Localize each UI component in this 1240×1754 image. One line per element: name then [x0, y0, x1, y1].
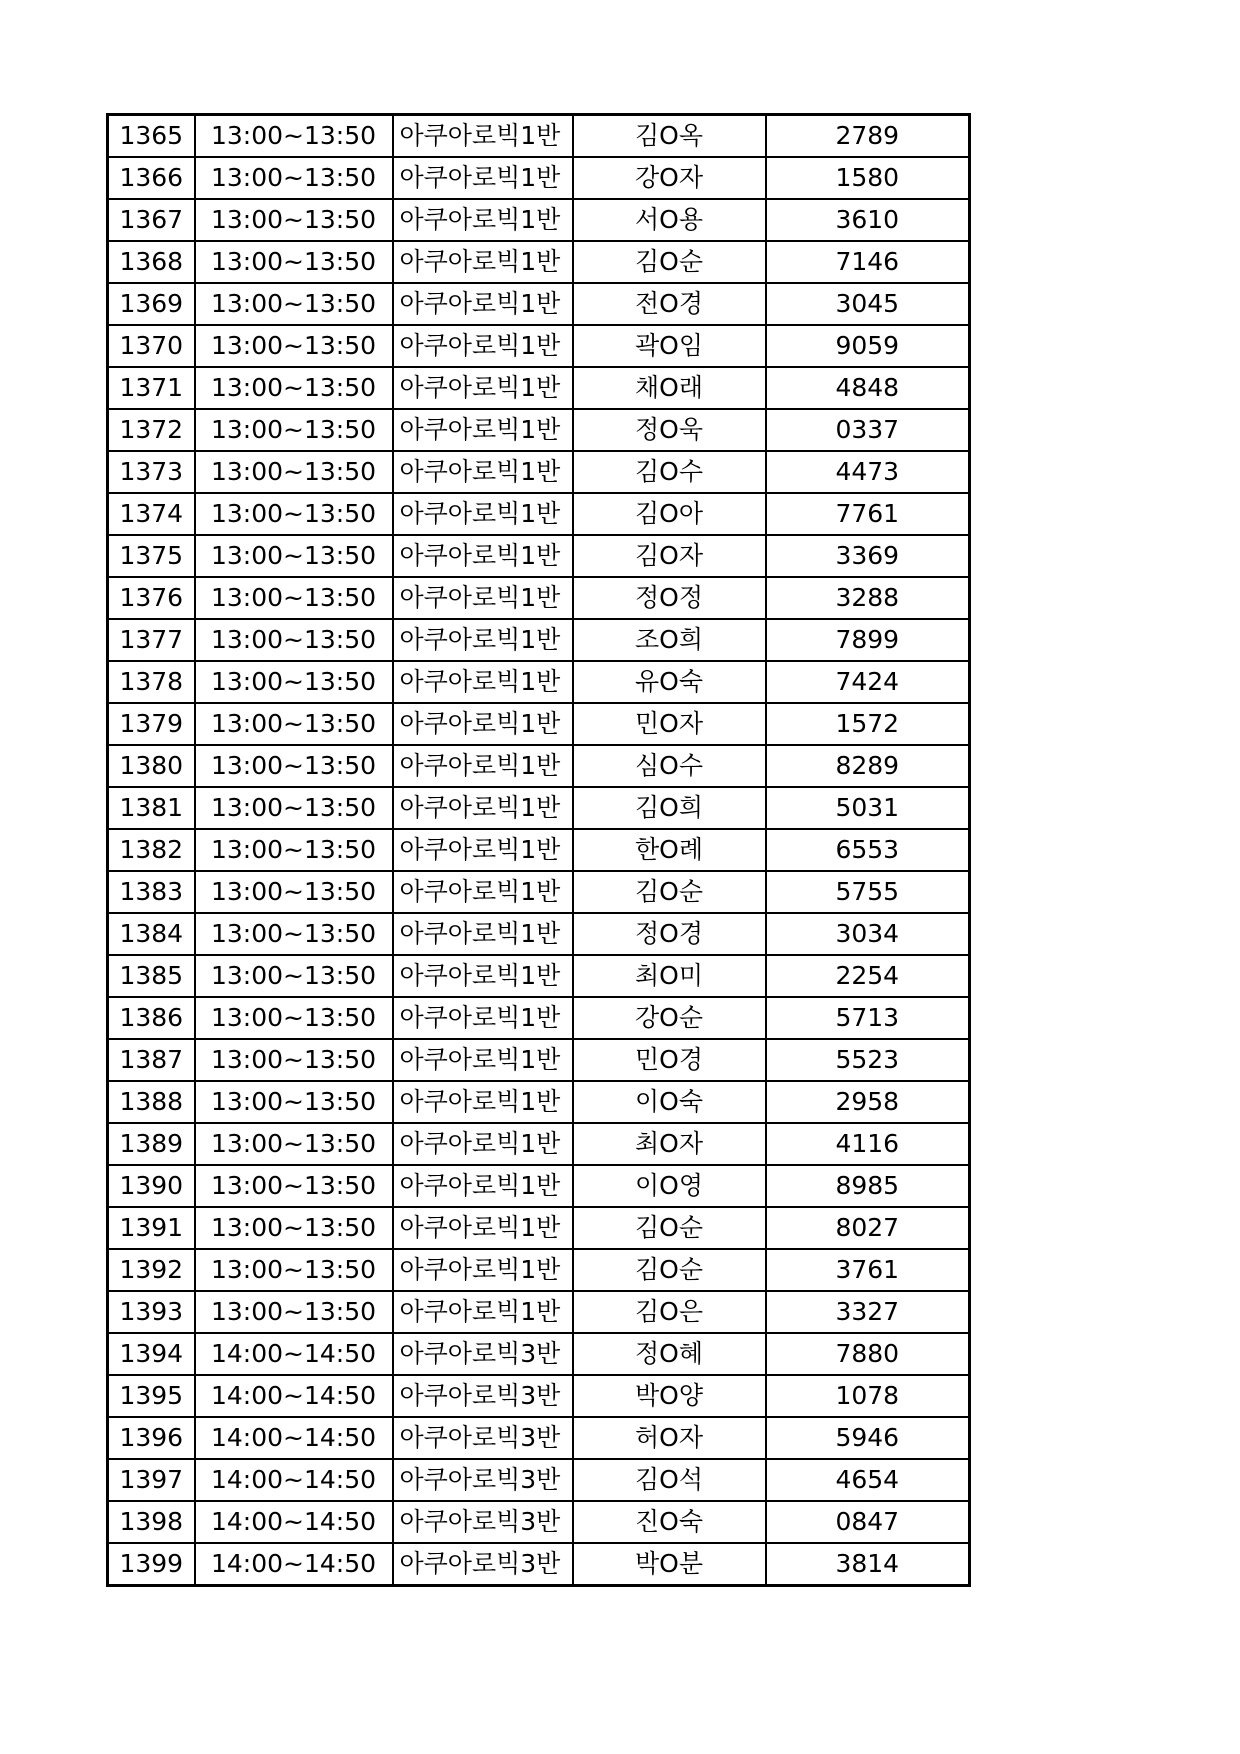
member-code-cell: 2958	[766, 1081, 970, 1123]
member-code-cell: 9059	[766, 325, 970, 367]
time-slot-cell: 13:00~13:50	[195, 1249, 393, 1291]
member-code-cell: 4473	[766, 451, 970, 493]
member-code-cell: 3288	[766, 577, 970, 619]
row-number-cell: 1397	[108, 1459, 195, 1501]
class-name-cell: 아쿠아로빅1반	[393, 241, 573, 283]
member-name-cell: 최O미	[573, 955, 766, 997]
time-slot-cell: 14:00~14:50	[195, 1501, 393, 1543]
member-name-cell: 정O정	[573, 577, 766, 619]
table-row	[108, 577, 970, 619]
time-slot-cell: 13:00~13:50	[195, 1165, 393, 1207]
time-slot-cell: 13:00~13:50	[195, 325, 393, 367]
table-row	[108, 1123, 970, 1165]
table-row	[108, 619, 970, 661]
row-number-cell: 1380	[108, 745, 195, 787]
class-name-cell: 아쿠아로빅1반	[393, 1039, 573, 1081]
row-number-cell: 1391	[108, 1207, 195, 1249]
time-slot-cell: 13:00~13:50	[195, 1123, 393, 1165]
member-code-cell: 4848	[766, 367, 970, 409]
member-name-cell: 김O순	[573, 241, 766, 283]
row-number-cell: 1387	[108, 1039, 195, 1081]
member-name-cell: 조O희	[573, 619, 766, 661]
table-row	[108, 367, 970, 409]
row-number-cell: 1372	[108, 409, 195, 451]
class-name-cell: 아쿠아로빅1반	[393, 661, 573, 703]
table-row	[108, 1333, 970, 1375]
class-name-cell: 아쿠아로빅1반	[393, 283, 573, 325]
class-name-cell: 아쿠아로빅3반	[393, 1375, 573, 1417]
class-name-cell: 아쿠아로빅1반	[393, 535, 573, 577]
member-code-cell: 3610	[766, 199, 970, 241]
table-row	[108, 409, 970, 451]
class-name-cell: 아쿠아로빅1반	[393, 1123, 573, 1165]
class-name-cell: 아쿠아로빅1반	[393, 619, 573, 661]
member-name-cell: 김O수	[573, 451, 766, 493]
row-number-cell: 1381	[108, 787, 195, 829]
member-code-cell: 0337	[766, 409, 970, 451]
class-name-cell: 아쿠아로빅1반	[393, 703, 573, 745]
time-slot-cell: 13:00~13:50	[195, 955, 393, 997]
row-number-cell: 1386	[108, 997, 195, 1039]
member-code-cell: 4654	[766, 1459, 970, 1501]
class-name-cell: 아쿠아로빅1반	[393, 1207, 573, 1249]
class-name-cell: 아쿠아로빅1반	[393, 493, 573, 535]
member-name-cell: 서O용	[573, 199, 766, 241]
time-slot-cell: 13:00~13:50	[195, 115, 393, 158]
row-number-cell: 1399	[108, 1543, 195, 1586]
row-number-cell: 1377	[108, 619, 195, 661]
table-row	[108, 241, 970, 283]
row-number-cell: 1366	[108, 157, 195, 199]
table-row	[108, 1459, 970, 1501]
time-slot-cell: 13:00~13:50	[195, 913, 393, 955]
class-name-cell: 아쿠아로빅1반	[393, 955, 573, 997]
member-name-cell: 강O자	[573, 157, 766, 199]
member-code-cell: 8027	[766, 1207, 970, 1249]
member-code-cell: 7424	[766, 661, 970, 703]
member-name-cell: 한O례	[573, 829, 766, 871]
member-code-cell: 1572	[766, 703, 970, 745]
row-number-cell: 1365	[108, 115, 195, 158]
member-name-cell: 김O자	[573, 535, 766, 577]
time-slot-cell: 13:00~13:50	[195, 535, 393, 577]
class-name-cell: 아쿠아로빅1반	[393, 829, 573, 871]
member-code-cell: 0847	[766, 1501, 970, 1543]
time-slot-cell: 13:00~13:50	[195, 1081, 393, 1123]
table-row	[108, 913, 970, 955]
table-row	[108, 115, 970, 158]
member-code-cell: 8985	[766, 1165, 970, 1207]
table-row	[108, 1375, 970, 1417]
time-slot-cell: 13:00~13:50	[195, 997, 393, 1039]
class-name-cell: 아쿠아로빅1반	[393, 1081, 573, 1123]
class-name-cell: 아쿠아로빅1반	[393, 577, 573, 619]
member-name-cell: 민O자	[573, 703, 766, 745]
class-name-cell: 아쿠아로빅1반	[393, 787, 573, 829]
time-slot-cell: 13:00~13:50	[195, 451, 393, 493]
member-code-cell: 1580	[766, 157, 970, 199]
row-number-cell: 1382	[108, 829, 195, 871]
table-row	[108, 493, 970, 535]
member-code-cell: 7899	[766, 619, 970, 661]
time-slot-cell: 13:00~13:50	[195, 493, 393, 535]
table-row	[108, 1249, 970, 1291]
member-name-cell: 김O은	[573, 1291, 766, 1333]
table-row	[108, 871, 970, 913]
time-slot-cell: 13:00~13:50	[195, 577, 393, 619]
row-number-cell: 1398	[108, 1501, 195, 1543]
member-name-cell: 심O수	[573, 745, 766, 787]
time-slot-cell: 13:00~13:50	[195, 619, 393, 661]
class-name-cell: 아쿠아로빅1반	[393, 745, 573, 787]
member-name-cell: 김O석	[573, 1459, 766, 1501]
table-row	[108, 1543, 970, 1586]
time-slot-cell: 13:00~13:50	[195, 157, 393, 199]
member-name-cell: 강O순	[573, 997, 766, 1039]
table-row	[108, 325, 970, 367]
member-name-cell: 정O혜	[573, 1333, 766, 1375]
class-name-cell: 아쿠아로빅3반	[393, 1333, 573, 1375]
table-row	[108, 1039, 970, 1081]
table-row	[108, 451, 970, 493]
time-slot-cell: 14:00~14:50	[195, 1543, 393, 1586]
member-name-cell: 정O경	[573, 913, 766, 955]
class-name-cell: 아쿠아로빅3반	[393, 1459, 573, 1501]
member-name-cell: 김O순	[573, 871, 766, 913]
row-number-cell: 1390	[108, 1165, 195, 1207]
time-slot-cell: 14:00~14:50	[195, 1375, 393, 1417]
table-row	[108, 1081, 970, 1123]
class-name-cell: 아쿠아로빅1반	[393, 325, 573, 367]
table-row	[108, 1417, 970, 1459]
member-code-cell: 4116	[766, 1123, 970, 1165]
member-code-cell: 5946	[766, 1417, 970, 1459]
time-slot-cell: 13:00~13:50	[195, 283, 393, 325]
member-name-cell: 진O숙	[573, 1501, 766, 1543]
table-row	[108, 829, 970, 871]
time-slot-cell: 13:00~13:50	[195, 241, 393, 283]
row-number-cell: 1370	[108, 325, 195, 367]
member-code-cell: 5713	[766, 997, 970, 1039]
member-code-cell: 3369	[766, 535, 970, 577]
member-code-cell: 3045	[766, 283, 970, 325]
class-name-cell: 아쿠아로빅1반	[393, 871, 573, 913]
row-number-cell: 1392	[108, 1249, 195, 1291]
member-code-cell: 7880	[766, 1333, 970, 1375]
member-code-cell: 5031	[766, 787, 970, 829]
time-slot-cell: 13:00~13:50	[195, 1291, 393, 1333]
time-slot-cell: 13:00~13:50	[195, 367, 393, 409]
member-name-cell: 김O순	[573, 1249, 766, 1291]
row-number-cell: 1396	[108, 1417, 195, 1459]
row-number-cell: 1384	[108, 913, 195, 955]
class-name-cell: 아쿠아로빅3반	[393, 1501, 573, 1543]
class-name-cell: 아쿠아로빅1반	[393, 115, 573, 158]
row-number-cell: 1389	[108, 1123, 195, 1165]
class-name-cell: 아쿠아로빅1반	[393, 1249, 573, 1291]
row-number-cell: 1371	[108, 367, 195, 409]
time-slot-cell: 13:00~13:50	[195, 745, 393, 787]
member-code-cell: 5523	[766, 1039, 970, 1081]
row-number-cell: 1393	[108, 1291, 195, 1333]
class-name-cell: 아쿠아로빅1반	[393, 157, 573, 199]
class-name-cell: 아쿠아로빅1반	[393, 997, 573, 1039]
time-slot-cell: 13:00~13:50	[195, 829, 393, 871]
member-code-cell: 7146	[766, 241, 970, 283]
time-slot-cell: 13:00~13:50	[195, 871, 393, 913]
member-name-cell: 이O영	[573, 1165, 766, 1207]
time-slot-cell: 13:00~13:50	[195, 409, 393, 451]
table-row	[108, 745, 970, 787]
class-name-cell: 아쿠아로빅1반	[393, 409, 573, 451]
member-code-cell: 3761	[766, 1249, 970, 1291]
member-name-cell: 박O양	[573, 1375, 766, 1417]
class-name-cell: 아쿠아로빅3반	[393, 1417, 573, 1459]
time-slot-cell: 13:00~13:50	[195, 661, 393, 703]
time-slot-cell: 14:00~14:50	[195, 1417, 393, 1459]
member-code-cell: 1078	[766, 1375, 970, 1417]
time-slot-cell: 14:00~14:50	[195, 1333, 393, 1375]
table-row	[108, 1291, 970, 1333]
class-name-cell: 아쿠아로빅1반	[393, 1291, 573, 1333]
row-number-cell: 1368	[108, 241, 195, 283]
time-slot-cell: 13:00~13:50	[195, 199, 393, 241]
member-name-cell: 유O숙	[573, 661, 766, 703]
member-name-cell: 전O경	[573, 283, 766, 325]
member-name-cell: 박O분	[573, 1543, 766, 1586]
member-code-cell: 7761	[766, 493, 970, 535]
row-number-cell: 1379	[108, 703, 195, 745]
table-row	[108, 955, 970, 997]
member-name-cell: 허O자	[573, 1417, 766, 1459]
row-number-cell: 1385	[108, 955, 195, 997]
table-row	[108, 661, 970, 703]
member-code-cell: 3814	[766, 1543, 970, 1586]
row-number-cell: 1369	[108, 283, 195, 325]
member-name-cell: 채O래	[573, 367, 766, 409]
table-row	[108, 703, 970, 745]
roster-body	[108, 115, 970, 1586]
member-name-cell: 이O숙	[573, 1081, 766, 1123]
member-code-cell: 2789	[766, 115, 970, 158]
table-row	[108, 157, 970, 199]
time-slot-cell: 13:00~13:50	[195, 787, 393, 829]
table-row	[108, 1207, 970, 1249]
table-row	[108, 997, 970, 1039]
roster-table	[106, 113, 971, 1587]
member-code-cell: 6553	[766, 829, 970, 871]
row-number-cell: 1374	[108, 493, 195, 535]
time-slot-cell: 14:00~14:50	[195, 1459, 393, 1501]
class-name-cell: 아쿠아로빅3반	[393, 1543, 573, 1586]
class-name-cell: 아쿠아로빅1반	[393, 451, 573, 493]
table-row	[108, 283, 970, 325]
member-code-cell: 5755	[766, 871, 970, 913]
member-code-cell: 3034	[766, 913, 970, 955]
class-name-cell: 아쿠아로빅1반	[393, 367, 573, 409]
member-name-cell: 최O자	[573, 1123, 766, 1165]
row-number-cell: 1378	[108, 661, 195, 703]
row-number-cell: 1388	[108, 1081, 195, 1123]
row-number-cell: 1394	[108, 1333, 195, 1375]
row-number-cell: 1367	[108, 199, 195, 241]
table-row	[108, 1165, 970, 1207]
row-number-cell: 1383	[108, 871, 195, 913]
table-row	[108, 199, 970, 241]
class-name-cell: 아쿠아로빅1반	[393, 199, 573, 241]
member-name-cell: 김O옥	[573, 115, 766, 158]
class-name-cell: 아쿠아로빅1반	[393, 1165, 573, 1207]
row-number-cell: 1376	[108, 577, 195, 619]
time-slot-cell: 13:00~13:50	[195, 703, 393, 745]
row-number-cell: 1373	[108, 451, 195, 493]
member-name-cell: 김O순	[573, 1207, 766, 1249]
table-row	[108, 787, 970, 829]
time-slot-cell: 13:00~13:50	[195, 1039, 393, 1081]
member-name-cell: 민O경	[573, 1039, 766, 1081]
member-code-cell: 8289	[766, 745, 970, 787]
table-row	[108, 1501, 970, 1543]
member-name-cell: 김O아	[573, 493, 766, 535]
row-number-cell: 1395	[108, 1375, 195, 1417]
table-row	[108, 535, 970, 577]
member-name-cell: 김O희	[573, 787, 766, 829]
class-name-cell: 아쿠아로빅1반	[393, 913, 573, 955]
member-name-cell: 정O욱	[573, 409, 766, 451]
member-name-cell: 곽O임	[573, 325, 766, 367]
member-code-cell: 2254	[766, 955, 970, 997]
time-slot-cell: 13:00~13:50	[195, 1207, 393, 1249]
member-code-cell: 3327	[766, 1291, 970, 1333]
row-number-cell: 1375	[108, 535, 195, 577]
